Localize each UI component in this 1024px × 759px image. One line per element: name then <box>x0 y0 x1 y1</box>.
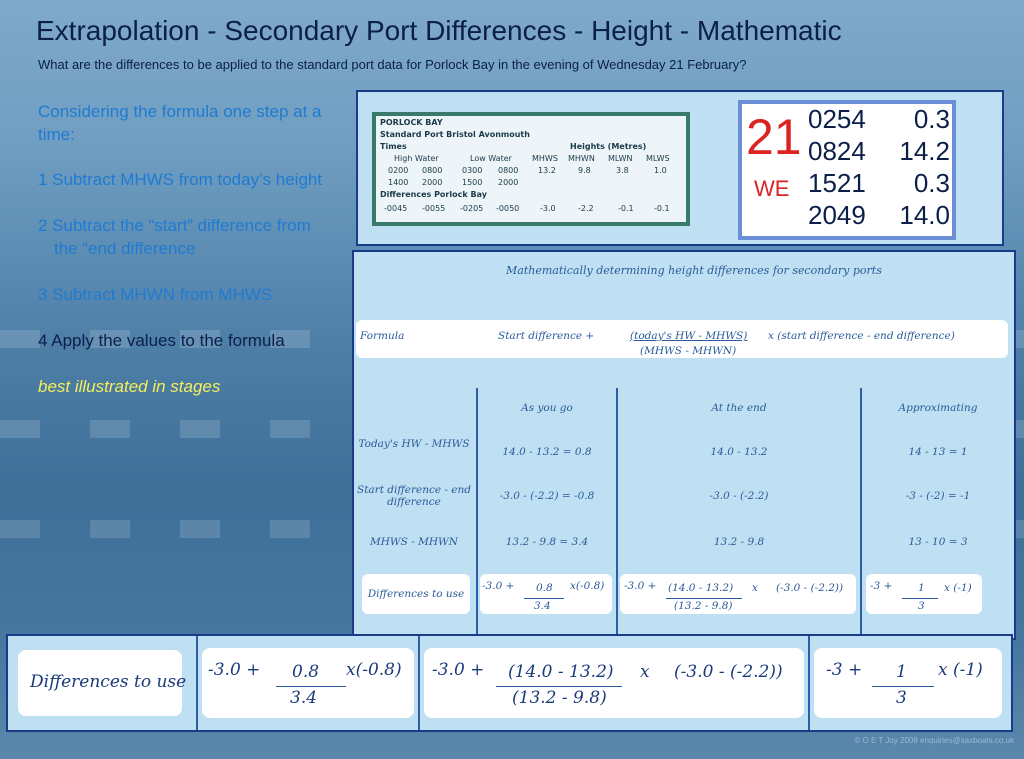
time-cell: 0300 <box>462 166 483 175</box>
steps-intro: Considering the formula one step at a time: <box>38 102 322 144</box>
row-label: MHWS - MHWN <box>369 536 458 548</box>
step-3: 3 Subtract MHWN from MHWS <box>38 285 273 304</box>
tide-height: 0.3 <box>913 168 950 198</box>
time-cell: 0800 <box>422 166 443 175</box>
time-cell: 2000 <box>422 178 443 187</box>
fraction-numerator: (14.0 - 13.2) <box>668 582 734 594</box>
column-divider <box>418 636 420 730</box>
time-cell: 1500 <box>462 178 483 187</box>
diff-cell: -0055 <box>422 204 446 213</box>
row-cell: 14 - 13 = 1 <box>908 446 968 458</box>
fraction-part: (-3.0 - (-2.2)) <box>776 582 844 594</box>
port-name: PORLOCK BAY <box>380 118 443 127</box>
mhwn-label: MHWN <box>568 154 595 163</box>
col-header-at-the-end: At the end <box>711 402 767 414</box>
height-cell: 1.0 <box>654 166 667 175</box>
formula-start: Start difference + <box>498 330 595 342</box>
height-cell: 9.8 <box>578 166 591 175</box>
fraction-denominator: (13.2 - 9.8) <box>512 688 607 708</box>
height-cell: 3.8 <box>616 166 629 175</box>
tide-height: 0.3 <box>913 104 950 134</box>
fraction-box <box>814 648 1002 718</box>
page-title: Extrapolation - Secondary Port Differences - Height - Mathematic <box>36 15 842 46</box>
fraction-part: -3.0 + <box>482 580 515 592</box>
diff-cell: -3.0 <box>540 204 556 213</box>
fraction-numerator: 1 <box>918 582 925 594</box>
fraction-part: x(-0.8) <box>570 580 605 592</box>
formula-label: Formula <box>360 330 405 342</box>
time-cell: 2000 <box>498 178 519 187</box>
fraction-denominator: 3.4 <box>534 600 551 612</box>
fraction-denominator: 3.4 <box>290 688 318 708</box>
tide-time: 0824 <box>808 136 866 166</box>
step-2: 2 Subtract the “start” difference from the “end difference <box>38 216 311 258</box>
row-label: Start difference - end difference <box>357 484 471 508</box>
fraction-part: x(-0.8) <box>346 660 402 680</box>
diff-cell: -0.1 <box>618 204 634 213</box>
working-panel <box>352 250 1016 640</box>
fraction-numerator: (14.0 - 13.2) <box>508 662 614 682</box>
fraction-bar <box>496 686 622 687</box>
fraction-numerator: 0.8 <box>536 582 553 594</box>
tide-height: 14.0 <box>899 200 950 230</box>
reference-data-panel <box>356 90 1004 246</box>
copyright: © O E T Joy 2008 enquiries@saxboats.co.uk <box>854 736 1014 745</box>
diff-cell: -0205 <box>460 204 484 213</box>
mhws-label: MHWS <box>532 154 558 163</box>
times-label: Times <box>380 142 407 151</box>
column-divider <box>808 636 810 730</box>
fraction-denominator: 3 <box>918 600 925 612</box>
fraction-bar <box>902 598 938 599</box>
formula-denominator: (MHWS - MHWN) <box>640 345 737 357</box>
tide-weekday: WE <box>754 176 790 201</box>
row-cell: 13 - 10 = 3 <box>908 536 968 548</box>
fraction-numerator: 0.8 <box>292 662 320 682</box>
fraction-part: x <box>640 662 650 682</box>
row-cell: -3.0 - (-2.2) <box>709 490 769 502</box>
high-water-label: High Water <box>394 154 439 163</box>
fraction-denominator: (13.2 - 9.8) <box>674 600 733 612</box>
mlwn-label: MLWN <box>608 154 633 163</box>
diff-cell: -2.2 <box>578 204 594 213</box>
fraction-bar <box>872 686 934 687</box>
fraction-part: -3.0 + <box>208 660 261 680</box>
differences-label: Differences to use <box>30 672 187 692</box>
formula-multiplier: x (start difference - end difference) <box>768 330 955 342</box>
time-cell: 1400 <box>388 178 409 187</box>
time-cell: 0200 <box>388 166 409 175</box>
page-subtitle: What are the differences to be applied to the standard port data for Porlock Bay in the evening of Wednesday 21 February? <box>38 57 747 72</box>
row-cell: 14.0 - 13.2 = 0.8 <box>502 446 592 458</box>
tide-time: 2049 <box>808 200 866 230</box>
diff-cell: -0.1 <box>654 204 670 213</box>
row-cell: 13.2 - 9.8 <box>713 536 765 548</box>
height-cell: 13.2 <box>538 166 556 175</box>
fraction-denominator: 3 <box>896 688 907 708</box>
fraction-bar <box>666 598 742 599</box>
fraction-part: -3.0 + <box>624 580 657 592</box>
column-divider <box>616 388 618 638</box>
heights-label: Heights (Metres) <box>570 142 647 151</box>
fraction-part: x <box>752 582 758 594</box>
row-label: Differences to use <box>367 588 465 600</box>
fraction-part: -3 + <box>826 660 863 680</box>
col-header-approximating: Approximating <box>898 402 978 414</box>
time-cell: 0800 <box>498 166 519 175</box>
tide-table <box>738 100 956 240</box>
tide-day: 21 <box>746 109 802 165</box>
diff-cell: -0050 <box>496 204 520 213</box>
row-label: Today's HW - MHWS <box>358 438 470 450</box>
column-divider <box>196 636 198 730</box>
step-1: 1 Subtract MHWS from today’s height <box>38 170 323 189</box>
tide-time: 0254 <box>808 104 866 134</box>
steps-panel <box>38 100 338 398</box>
fraction-bar <box>276 686 346 687</box>
step-4: 4 Apply the values to the formula <box>38 331 285 350</box>
row-cell: -3 - (-2) = -1 <box>905 490 971 502</box>
fraction-bar <box>524 598 564 599</box>
fraction-part: -3 + <box>870 580 893 592</box>
fraction-part: x (-1) <box>944 582 972 594</box>
steps-note: best illustrated in stages <box>38 377 221 396</box>
tide-height: 14.2 <box>899 136 950 166</box>
standard-port: Standard Port Bristol Avonmouth <box>380 130 530 139</box>
row-cell: 13.2 - 9.8 = 3.4 <box>505 536 589 548</box>
fraction-numerator: 1 <box>896 662 907 682</box>
row-cell: 14.0 - 13.2 <box>710 446 768 458</box>
mlws-label: MLWS <box>646 154 670 163</box>
fraction-part: -3.0 + <box>432 660 485 680</box>
col-header-as-you-go: As you go <box>521 402 573 414</box>
column-divider <box>860 388 862 638</box>
diff-cell: -0045 <box>384 204 408 213</box>
fraction-part: x (-1) <box>938 660 983 680</box>
differences-panel <box>6 634 1013 732</box>
formula-row <box>356 320 1008 358</box>
port-data-table <box>372 112 690 226</box>
row-cell: -3.0 - (-2.2) = -0.8 <box>499 490 595 502</box>
formula-numerator: (today's HW - MHWS) <box>630 330 748 342</box>
column-divider <box>476 388 478 638</box>
differences-label: Differences Porlock Bay <box>380 190 487 199</box>
tide-time: 1521 <box>808 168 866 198</box>
working-title: Mathematically determining height differences for secondary ports <box>506 264 882 277</box>
fraction-box <box>424 648 804 718</box>
fraction-part: (-3.0 - (-2.2)) <box>674 662 783 682</box>
low-water-label: Low Water <box>470 154 512 163</box>
